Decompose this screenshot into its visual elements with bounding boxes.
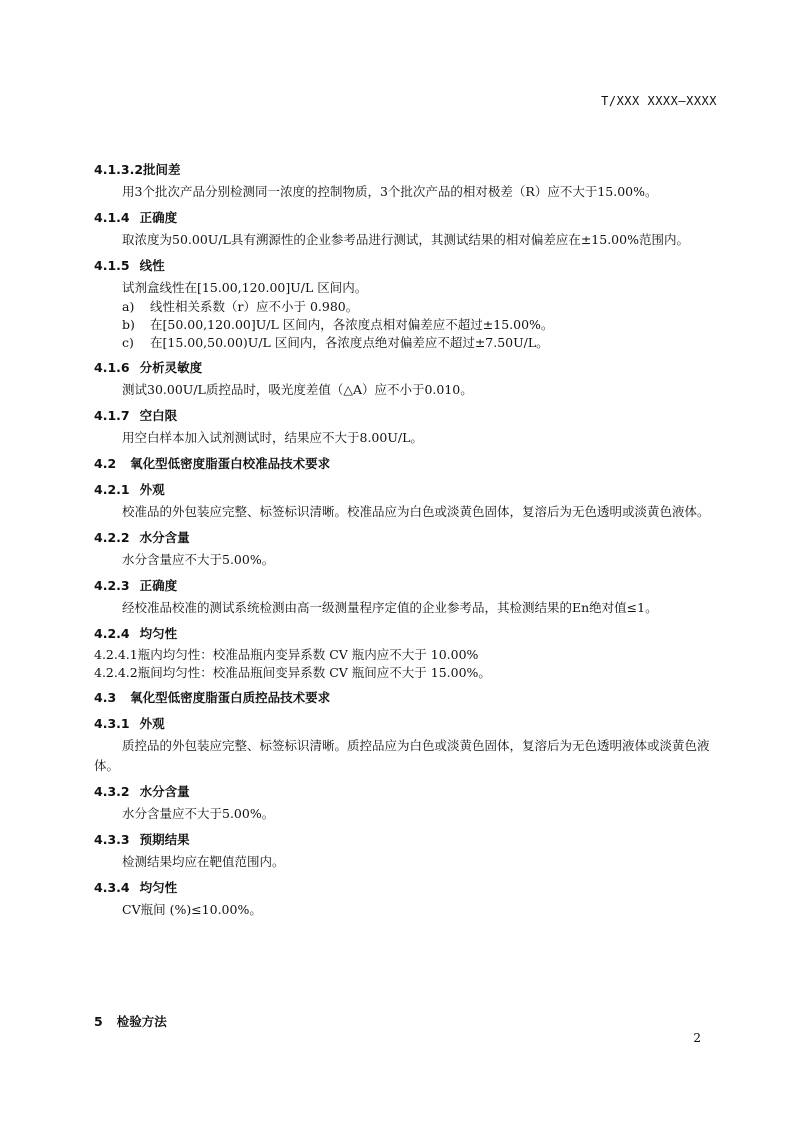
- heading-4-1-5: [94, 256, 734, 276]
- list-text: 在[15.00,50.00)U/L 区间内，各浓度点绝对偏差应不超过±7.50U/L。: [150, 335, 549, 350]
- section-title: 空白限: [139, 408, 178, 423]
- paragraph: 用3个批次产品分别检测同一浓度的控制物质，3个批次产品的相对极差（R）应不大于15.00%。: [122, 184, 658, 199]
- subclause-4-2-4-1: 4.2.4.1瓶内均匀性：校准品瓶内变异系数 CV 瓶内应不大于 10.00%: [94, 647, 479, 662]
- section-title: 均匀性: [139, 880, 178, 895]
- section-title: 批间差: [143, 162, 181, 177]
- section-title: 分析灵敏度: [139, 360, 203, 375]
- section-number: 4.1.7: [94, 408, 130, 423]
- section-number: 4.3.3: [94, 832, 130, 847]
- section-title: 正确度: [139, 578, 178, 593]
- paragraph: 测试30.00U/L质控品时，吸光度差值（△A）应不小于0.010。: [122, 382, 473, 397]
- paragraph: 经校准品校准的测试系统检测由高一级测量程序定值的企业参考品，其检测结果的En绝对值≤1。: [122, 600, 658, 615]
- section-title: 水分含量: [139, 530, 190, 545]
- section-number: 4.1.5: [94, 258, 130, 273]
- list-marker: c): [122, 335, 134, 350]
- section-title: 线性: [139, 258, 165, 273]
- section-title: 外观: [139, 482, 165, 497]
- section-number: 5: [94, 1014, 103, 1029]
- section-title: 正确度: [139, 210, 178, 225]
- section-number: 4.2: [94, 456, 117, 471]
- heading-4-2-1: [94, 480, 734, 500]
- list-marker: b): [122, 317, 135, 332]
- section-title: 检验方法: [116, 1014, 167, 1029]
- section-title: 预期结果: [139, 832, 190, 847]
- section-number: 4.1.6: [94, 360, 130, 375]
- section-number: 4.2.2: [94, 530, 130, 545]
- page-number: 2: [693, 1031, 701, 1045]
- section-number: 4.3.1: [94, 716, 130, 731]
- list-item: [94, 334, 734, 352]
- list-item: [94, 298, 734, 316]
- heading-4-3-4: [94, 878, 734, 898]
- heading-4-3: [94, 688, 734, 708]
- paragraph: 用空白样本加入试剂测试时，结果应不大于8.00U/L。: [122, 430, 423, 445]
- heading-4-1-7: [94, 406, 734, 426]
- heading-4-3-2: [94, 782, 734, 802]
- section-title: 均匀性: [139, 626, 178, 641]
- section-number: 4.3.4: [94, 880, 130, 895]
- paragraph: 试剂盒线性在[15.00,120.00]U/L 区间内。: [122, 280, 368, 295]
- heading-4-3-3: [94, 830, 734, 850]
- paragraph: 检测结果均应在靶值范围内。: [122, 854, 285, 869]
- heading-4-2-4: [94, 624, 734, 644]
- heading-4-1-3-2: [94, 160, 734, 180]
- paragraph: 水分含量应不大于5.00%。: [122, 806, 275, 821]
- paragraph: 校准品的外包装应完整、标签标识清晰。校准品应为白色或淡黄色固体，复溶后为无色透明或淡黄色液体。: [122, 504, 710, 519]
- list-marker: a): [122, 299, 135, 314]
- paragraph: 取浓度为50.00U/L具有溯源性的企业参考品进行测试，其测试结果的相对偏差应在±15.00%范围内。: [122, 232, 689, 247]
- list-text: 在[50.00,120.00]U/L 区间内，各浓度点相对偏差应不超过±15.00%。: [150, 317, 554, 332]
- list-item: [94, 316, 734, 334]
- list-text: 线性相关系数（r）应不小于 0.980。: [150, 299, 359, 314]
- heading-4-2: [94, 454, 734, 474]
- heading-5: [94, 1012, 167, 1030]
- heading-4-2-2: [94, 528, 734, 548]
- paragraph: 质控品的外包装应完整、标签标识清晰。质控品应为白色或淡黄色固体，复溶后为无色透明液体或淡黄色液体。: [94, 738, 710, 773]
- section-number: 4.3.2: [94, 784, 130, 799]
- paragraph: CV瓶间 (%)≤10.00%。: [122, 902, 262, 917]
- heading-4-1-6: [94, 358, 734, 378]
- section-number: 4.1.3.2: [94, 162, 144, 177]
- document-id: T/XXX XXXX—XXXX: [601, 94, 717, 108]
- paragraph: 水分含量应不大于5.00%。: [122, 552, 275, 567]
- section-number: 4.2.3: [94, 578, 130, 593]
- document-body: [94, 160, 734, 920]
- subclause-4-2-4-2: 4.2.4.2瓶间均匀性：校准品瓶间变异系数 CV 瓶间应不大于 15.00%。: [94, 665, 491, 680]
- heading-4-1-4: [94, 208, 734, 228]
- heading-4-3-1: [94, 714, 734, 734]
- heading-4-2-3: [94, 576, 734, 596]
- section-title: 氧化型低密度脂蛋白校准品技术要求: [130, 456, 331, 471]
- section-number: 4.1.4: [94, 210, 130, 225]
- section-number: 4.2.1: [94, 482, 130, 497]
- section-number: 4.2.4: [94, 626, 130, 641]
- section-number: 4.3: [94, 690, 117, 705]
- section-title: 水分含量: [139, 784, 190, 799]
- section-title: 外观: [139, 716, 165, 731]
- section-title: 氧化型低密度脂蛋白质控品技术要求: [130, 690, 331, 705]
